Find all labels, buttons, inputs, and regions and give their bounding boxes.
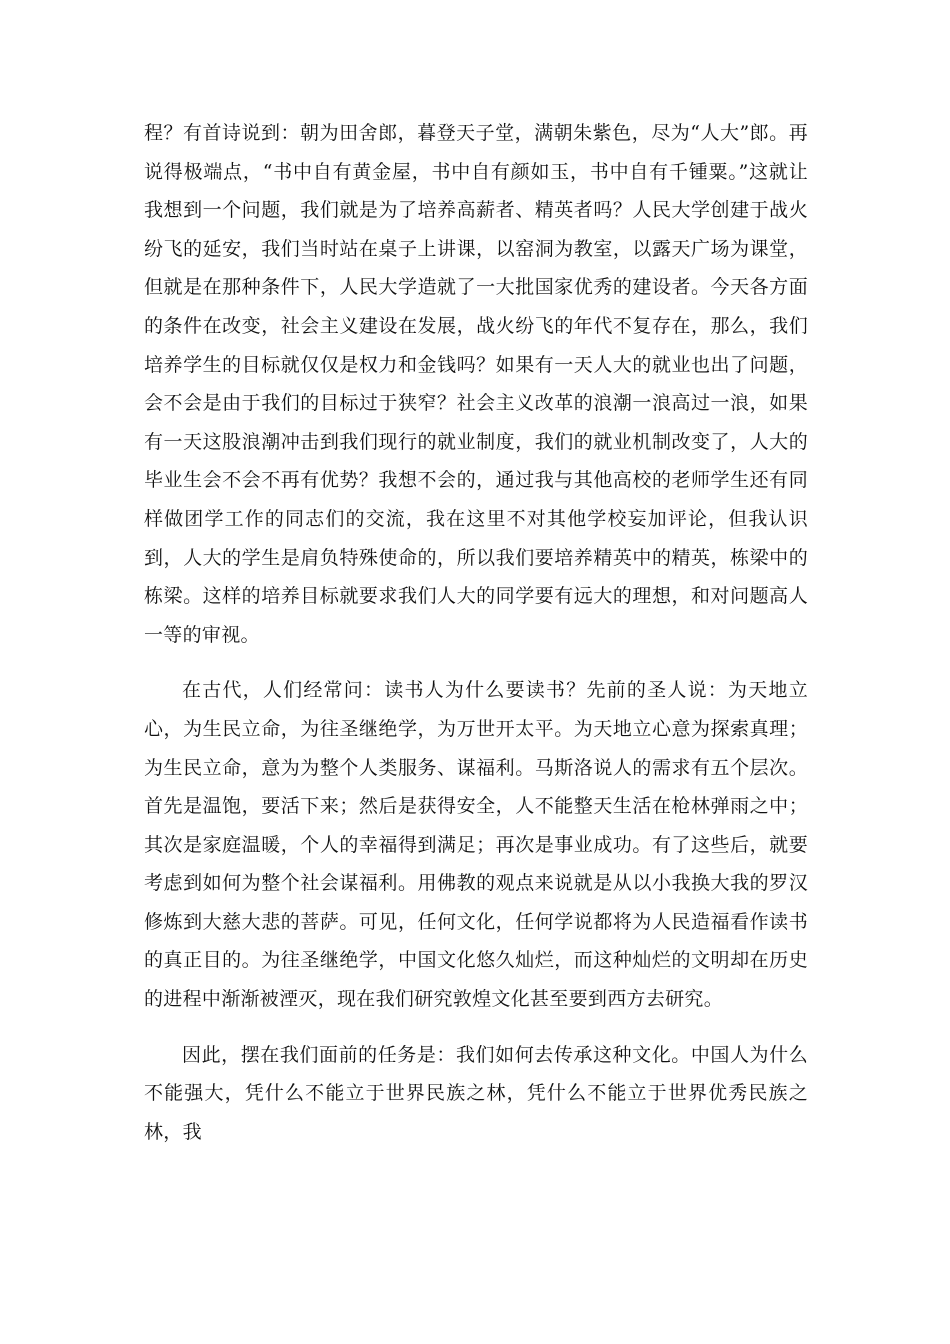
paragraph-continued: 程？有首诗说到：朝为田舍郎，暮登天子堂，满朝朱紫色，尽为“人大”郎。再说得极端点，“书中自有黄金屋，书中自有颜如玉，书中自有千锺粟。”这就让我想到一个问题，我们就是为了培养高薪者、精英者吗？人民大学创建于战火纷飞的延安，我们当时站在桌子上讲课，以窑洞为教室，以露天广场为课堂，但就是在那种条件下，人民大学造就了一大批国家优秀的建设者。今天各方面的条件在改变，社会主义建设在发展，战火纷飞的年代不复存在，那么，我们培养学生的目标就仅仅是权力和金钱吗？如果有一天人大的就业也出了问题，会不会是由于我们的目标过于狭窄？社会主义改革的浪潮一浪高过一浪，如果有一天这股浪潮冲击到我们现行的就业制度，我们的就业机制改变了，人大的毕业生会不会不再有优势？我想不会的，通过我与其他高校的老师学生还有同样做团学工作的同志们的交流，我在这里不对其他学校妄加评论，但我认识到，人大的学生是肩负特殊使命的，所以我们要培养精英中的精英，栋梁中的栋梁。这样的培养目标就要求我们人大的同学要有远大的理想，和对问题高人一等的审视。 (144, 122, 808, 646)
body-text (144, 114, 808, 1168)
paragraph-ancient-scholars: 在古代，人们经常问：读书人为什么要读书？先前的圣人说：为天地立心，为生民立命，为往圣继绝学，为万世开太平。为天地立心意为探索真理；为生民立命，意为为整个人类服务、谋福利。马斯洛说人的需求有五个层次。首先是温饱，要活下来；然后是获得安全，人不能整天生活在枪林弹雨之中；其次是家庭温暖，个人的幸福得到满足；再次是事业成功。有了这些后，就要考虑到如何为整个社会谋福利。用佛教的观点来说就是从以小我换大我的罗汉修炼到大慈大悲的菩萨。可见，任何文化，任何学说都将为人民造福看作读书的真正目的。为往圣继绝学，中国文化悠久灿烂，而这种灿烂的文明却在历史的进程中渐渐被湮灭，现在我们研究敦煌文化甚至要到西方去研究。 (144, 679, 808, 1011)
paragraph-cultural-inheritance: 因此，摆在我们面前的任务是：我们如何去传承这种文化。中国人为什么不能强大，凭什么不能立于世界民族之林，凭什么不能立于世界优秀民族之林，我 (144, 1043, 808, 1143)
